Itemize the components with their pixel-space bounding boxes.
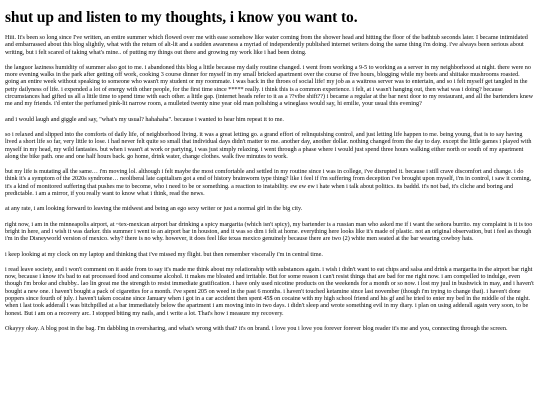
post-paragraph: the languor laziness humidity of summer also got to me. i abandoned this blog a little because my daily routine changed. i went from working a 9-5 to working as a server in my neighborhood at night. there were no more evening walks in the park after getting off work, cooking 3 course dinner for myself in my small bricked apartment over the course of five hours, blogging while my beets and shiitake mushrooms roasted. going an entire week without speaking to someone who wasn't my student or my roommate. i was back in the throes of social life! my job as a waitress server was to entertain, and so i felt myself get tangled in the petty dailyness of life. i expended a lot of energy with other people, for the first time since ***** really. i think this is a common experience. i felt, at i wasn't hanging out, then what was i doing? because circumstances had gifted us all a little time to spend time with each other. a little gap. (internet heads refer to it as a ??vibe shift??) i became a regular at the bar next door to my restaurant, and all the bartenders knew me and my friends. i'd enter the perfumed pink-lit narrow room, a mulleted twenty nine year old man polishing a wineglass would say, hi emilie, your usual this evening? xyxy=(5,64,534,108)
post-body xyxy=(5,35,535,333)
post-title: shut up and listen to my thoughts, i know you want to. xyxy=(5,9,358,26)
post-paragraph: Okayyy okay. A blog post in the bag. I'm dabbling in oversharing, and what's wrong with that? it's on brand. i love you i love you forever forever blog reader it's me and you, connecting through the screen. xyxy=(5,325,508,332)
post-paragraph: but my life is mutating all the same… i'm moving lol. although i felt maybe the most comfortable and settled in my routine since i was in college, i've disrupted it. because i still crave discomfort and change. i do think it's a symptom of the 2020s syndrome… neoliberal late capitalism got a end of history brainworm type thing? like i feel if i'm suffering from deception i've brought upon myself, i'm in control, i saw it coming, it's a kind of monitored suffering that pushes me to become, who i need to be or something. a reaction to instability. ew ew ew i hate when i talk about politics. its baddd. it's not bad, it's cliche and boring and predictable. i am a mirror, if you really want to know what i think, read the news. xyxy=(5,169,532,198)
post-paragraph: Hiii. It's been so long since I've written, an entire summer which flowed over me with ease somehow like water coming from the shower head and hitting the floor of the bathtub seconds later. I became intimidated and embarrassed about this blog slightly, what with the return of alt-lit and a sudden awareness a myriad of independently published internet writers doing the same thing i'm doing. i've always been serious about writing, but i felt scared of taking what's mine.. of putting my things out there and growing my work like i had been doing. xyxy=(5,35,528,56)
post-paragraph: and i would laugh and giggle and say, "what's my usual? hahahaha". because i wanted to hear him repeat it to me. xyxy=(5,116,284,123)
post-paragraph: right now, i am in the minneapolis airport, at ~tex-mexican airport bar drinking a spicy margarita (which isn't spicy), my bartender is a russian man who asked me if i want the señora burrito. my complaint is it is too bright in here, and i wish it was darker. this summer i went to an airport bar in houston, and it was so dim i felt at home. everything here looks like it's made of plastic. not an original observation, but i feel as though i'm in the Disneyworld version of mexico. why? there is no why. however, it does feel like texas mexico genuinely because there are two (2) white men seated at the bar wearing cowboy hats. xyxy=(5,221,533,243)
post-paragraph: i read leave society, and i won't comment on it aside from to say it's made me think about my relationship with substances again. i wish i didn't want to eat chips and salsa and drink a margarita in the airport bar right now, because i know it's bad to eat processed food and consume alcohol. it makes me bloated and irritable. But for some reason i can't resist things that are bad for me right now. i am compelled to indulge, even though i'm broke and chubby.. lao lin great me the strength to resist immediate gratification. i have only used nicotine products on the weekends for a month or so now. i lost my juul in bushwick in may, and i haven't bought a new one. i haven't bought a pack of cigarettes for a month. i've spent 205 on weed in the past 6 months. i haven't touched ketamine since last november (though i'm trying to change that). i haven't done poppers since fourth of july. i haven't taken cocaine since January when i got in a car accident then spent 45$ on cocaine with my high school friend and his gf and he tried to enter my bed in the middle of the night. when i last took adderall i was bitchpilled at a bar immediately below the apartment i am moving into in two days. i didn't sleep and wrote something evil in my diary. i plan on using adderall again very soon, to be honest. But i am on a recovery arc. I stopped biting my nails, and i write a lot. That's how i measure my recovery. xyxy=(5,266,534,317)
post-paragraph: so i relaxed and slipped into the comforts of daily life, of neighborhood living. it was a great letting go. a grand effort of relinquishing control, and just letting life happen to me. being young, that is to say having lived a short life so far, very little to lose. i had never felt quite so small that individual days didn't matter to me. another day, another dollar. nothing changed from the day to day. except the little games i played with myself in my head, my wild fantasies. but when i wasn't at work or partying, i was just simply relaxing. i went through a phase where i would just spend three hours walking either north or south of my apartment along the bike path. one and one half hours back. go home, drink water, change clothes. walk five minutes to work. xyxy=(5,131,532,160)
post-paragraph: at any rate, i am looking forward to leaving the midwest and being an ego sexy writer or just a normal girl in the big city. xyxy=(5,206,303,213)
post-paragraph: i keep looking at my clock on my laptop and thinking that i've missed my flight. but then remember viscerally i'm in central time. xyxy=(5,251,323,258)
